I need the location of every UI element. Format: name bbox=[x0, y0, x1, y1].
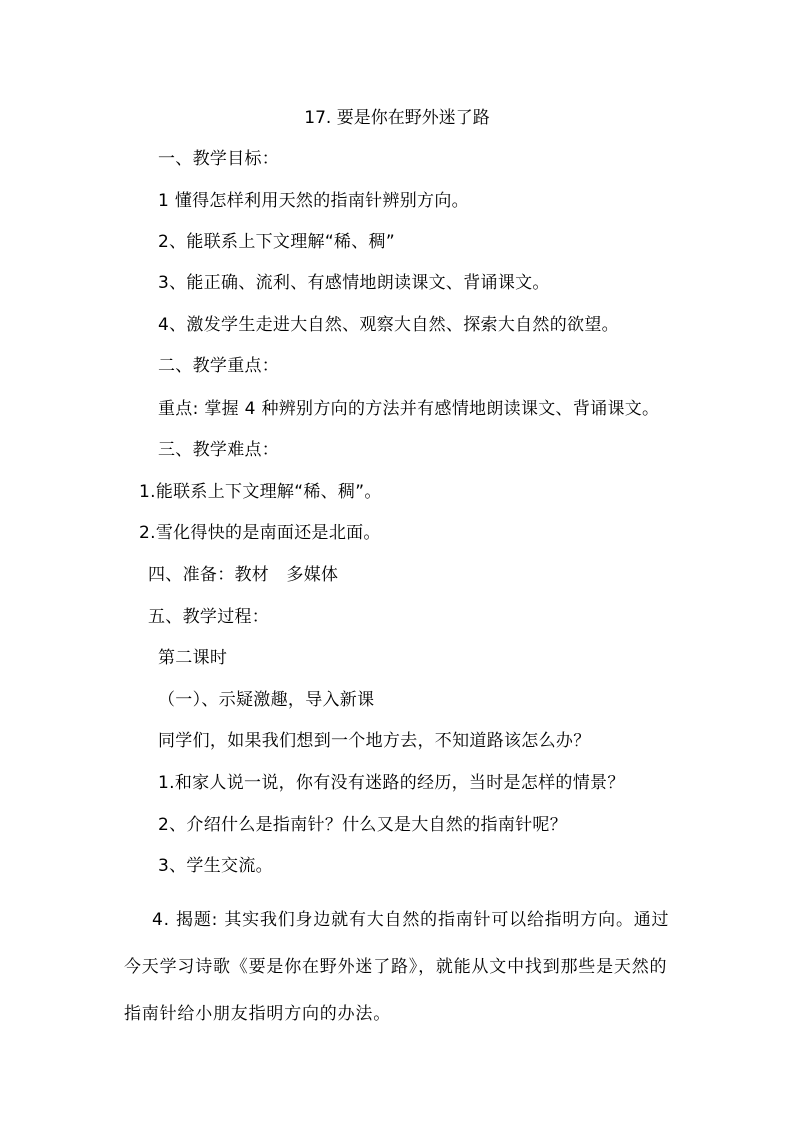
key-point-text: 重点: 掌握 4 种辨别方向的方法并有感情地朗读课文、背诵课文。 bbox=[158, 399, 660, 419]
intro-step-4-paragraph: 4. 揭题: 其实我们身边就有大自然的指南针可以给指明方向。通过今天学习诗歌《要是你在野外迷了路》，就能从文中找到那些是天然的指南针给小朋友指明方向的办法。 bbox=[124, 910, 670, 1024]
intro-step-2: 2、介绍什么是指南针？什么又是大自然的指南针呢？ bbox=[158, 815, 568, 835]
document-title: 17. 要是你在野外迷了路 bbox=[304, 108, 490, 128]
step-heading-intro: （一）、示疑激趣，导入新课 bbox=[158, 690, 375, 710]
objective-item-3: 3、能正确、流利、有感情地朗读课文、背诵课文。 bbox=[158, 273, 550, 293]
objective-item-2: 2、能联系上下文理解“稀、稠” bbox=[158, 232, 395, 252]
section-heading-objectives: 一、教学目标： bbox=[158, 149, 280, 169]
difficulty-item-2: 2.雪化得快的是南面还是北面。 bbox=[139, 523, 381, 543]
intro-step-1: 1.和家人说一说，你有没有迷路的经历，当时是怎样的情景？ bbox=[158, 773, 625, 793]
section-heading-difficulties: 三、教学难点： bbox=[158, 440, 280, 460]
lesson-label: 第二课时 bbox=[158, 648, 228, 668]
objective-item-4: 4、激发学生走进大自然、观察大自然、探索大自然的欲望。 bbox=[158, 315, 619, 335]
section-heading-key-points: 二、教学重点： bbox=[158, 356, 280, 376]
intro-question: 同学们，如果我们想到一个地方去，不知道路该怎么办？ bbox=[158, 731, 591, 751]
intro-step-3: 3、学生交流。 bbox=[158, 856, 273, 876]
difficulty-item-1: 1.能联系上下文理解“稀、稠”。 bbox=[139, 482, 382, 502]
objective-item-1: 1 懂得怎样利用天然的指南针辨别方向。 bbox=[158, 191, 469, 211]
section-heading-process: 五、教学过程： bbox=[148, 607, 270, 627]
section-heading-preparation: 四、准备：教材 多媒体 bbox=[148, 565, 339, 585]
